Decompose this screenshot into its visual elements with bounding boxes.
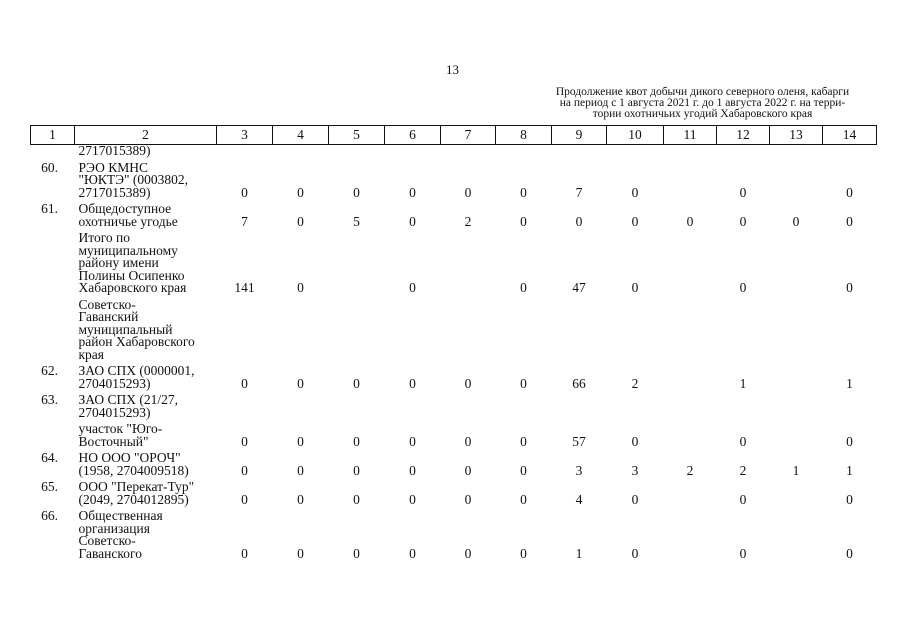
quota-value-col-4: 0 <box>297 491 304 507</box>
table-row <box>31 199 877 228</box>
quota-value-col-8: 0 <box>520 184 527 200</box>
quota-value-col-10: 0 <box>631 184 639 200</box>
name-line: Восточный" <box>78 433 149 449</box>
name-line: "ЮКТЭ" (0003802, <box>78 172 189 187</box>
hunting-ground-name <box>75 295 217 362</box>
quota-value-col-14: 1 <box>846 462 853 478</box>
quota-value-col-14 <box>823 295 877 362</box>
quota-value-col-7 <box>441 145 496 158</box>
quota-value-col-13: 0 <box>792 213 800 229</box>
column-header-3: 3 <box>217 126 273 145</box>
name-line: муниципальному <box>78 242 178 258</box>
quota-value-col-9: 7 <box>575 184 583 200</box>
quota-value-col-12 <box>717 295 770 362</box>
quota-value-col-13 <box>770 419 823 448</box>
name-line: Гаванского <box>78 545 142 561</box>
name-line: 2704015293) <box>78 375 151 391</box>
column-number-row <box>31 126 877 145</box>
quota-value-col-12: 0 <box>739 491 747 507</box>
page-number: 13 <box>446 62 459 77</box>
quota-value-col-8 <box>496 295 552 362</box>
name-line: Общественная <box>78 508 163 523</box>
quota-value-col-13 <box>770 295 823 362</box>
quota-value-col-11 <box>664 477 717 506</box>
table-row <box>31 361 877 390</box>
quota-value-col-5 <box>329 295 385 362</box>
quota-value-col-5: 0 <box>353 545 360 561</box>
quota-value-col-4: 0 <box>297 462 304 478</box>
quota-value-col-9 <box>552 145 607 158</box>
name-line: Общедоступное <box>78 201 172 216</box>
column-header-5: 5 <box>329 126 385 145</box>
quota-value-col-12: 0 <box>739 213 747 229</box>
caption-line-1: Продолжение квот добычи дикого северного оленя, кабарги <box>555 86 850 98</box>
hunting-ground-name <box>75 419 217 448</box>
name-line: район Хабаровского <box>78 334 195 349</box>
quota-value-col-11 <box>664 506 717 560</box>
hunting-ground-name <box>75 228 217 295</box>
name-line: Гаванский <box>78 309 139 324</box>
quota-value-col-10 <box>607 145 664 158</box>
quota-value-col-13 <box>770 390 823 419</box>
quota-value-col-12: 0 <box>739 545 747 561</box>
table-caption <box>520 87 885 120</box>
table-row <box>31 448 877 477</box>
quota-value-col-14: 0 <box>846 433 853 449</box>
quota-value-col-11: 2 <box>686 462 694 478</box>
quota-value-col-14: 0 <box>846 184 853 200</box>
table-row <box>31 419 877 448</box>
table-row <box>31 506 877 560</box>
quota-value-col-6: 0 <box>409 280 416 295</box>
quota-value-col-6: 0 <box>409 433 416 449</box>
name-line: муниципальный <box>78 321 173 337</box>
quota-value-col-4 <box>273 145 329 158</box>
name-line: ООО "Перекат-Тур" <box>78 479 195 494</box>
quota-value-col-6: 0 <box>409 375 416 391</box>
name-line: Итого по <box>78 230 131 245</box>
row-number: 62. <box>41 363 58 378</box>
quota-value-col-12: 1 <box>739 375 747 391</box>
quota-value-col-4: 0 <box>297 213 304 229</box>
quota-value-col-12: 0 <box>739 280 747 295</box>
name-line: Хабаровского края <box>78 280 187 295</box>
quota-value-col-12 <box>717 145 770 158</box>
table-row <box>31 158 877 200</box>
name-line: (1958, 2704009518) <box>78 462 189 478</box>
quota-value-col-8 <box>496 390 552 419</box>
quota-value-col-14: 0 <box>846 280 853 295</box>
row-number: 63. <box>41 392 58 407</box>
quota-value-col-14: 0 <box>846 545 853 561</box>
quota-value-col-5: 0 <box>353 433 360 449</box>
quota-value-col-8: 0 <box>520 375 527 391</box>
quota-value-col-10 <box>607 390 664 419</box>
quota-value-col-4: 0 <box>297 280 304 295</box>
quota-value-col-4: 0 <box>297 433 304 449</box>
quota-value-col-9 <box>552 390 607 419</box>
quota-table <box>30 125 877 560</box>
quota-value-col-7 <box>441 390 496 419</box>
row-number: 65. <box>41 479 58 494</box>
quota-value-col-10: 0 <box>631 433 639 449</box>
quota-value-col-13: 1 <box>792 462 800 478</box>
column-header-12: 12 <box>717 126 770 145</box>
quota-value-col-6 <box>385 390 441 419</box>
quota-value-col-7: 0 <box>464 184 472 200</box>
quota-value-col-14 <box>823 390 877 419</box>
quota-value-col-11: 0 <box>686 213 694 229</box>
quota-value-col-9: 1 <box>575 545 583 561</box>
quota-value-col-7: 0 <box>464 462 472 478</box>
row-number: 61. <box>41 201 58 216</box>
row-number <box>31 295 75 362</box>
quota-value-col-3: 7 <box>241 213 248 229</box>
quota-value-col-4: 0 <box>297 545 304 561</box>
quota-value-col-13 <box>770 506 823 560</box>
name-line: (2049, 2704012895) <box>78 491 189 507</box>
quota-value-col-5: 5 <box>353 213 360 229</box>
quota-value-col-6 <box>385 145 441 158</box>
quota-value-col-6 <box>385 295 441 362</box>
hunting-ground-name <box>75 390 217 419</box>
quota-value-col-5: 0 <box>353 375 360 391</box>
quota-value-col-10: 0 <box>631 280 639 295</box>
table-row <box>31 228 877 295</box>
quota-value-col-8: 0 <box>520 280 527 295</box>
quota-value-col-7: 0 <box>464 545 472 561</box>
quota-value-col-3: 0 <box>241 184 248 200</box>
row-number <box>31 228 75 295</box>
hunting-ground-name <box>75 199 217 228</box>
quota-value-col-9: 47 <box>572 280 586 295</box>
quota-value-col-5: 0 <box>353 462 360 478</box>
hunting-ground-name <box>75 506 217 560</box>
caption-line-2: на период с 1 августа 2021 г. до 1 августа 2022 г. на терри- <box>559 97 846 109</box>
quota-value-col-9 <box>552 295 607 362</box>
quota-value-col-8: 0 <box>520 545 527 561</box>
name-line: организация <box>78 520 150 536</box>
quota-value-col-7 <box>441 228 496 295</box>
quota-value-col-12 <box>717 390 770 419</box>
quota-value-col-6: 0 <box>409 545 416 561</box>
name-line: охотничье угодье <box>78 213 178 229</box>
name-line: ЗАО СПХ (21/27, <box>78 392 178 407</box>
quota-value-col-12: 2 <box>739 462 747 478</box>
quota-value-col-11 <box>664 390 717 419</box>
table-row <box>31 295 877 362</box>
quota-value-col-3 <box>217 390 273 419</box>
quota-value-col-10 <box>607 295 664 362</box>
name-line: РЭО КМНС <box>78 159 148 175</box>
row-number: 60. <box>41 159 58 175</box>
hunting-ground-name <box>75 145 217 158</box>
quota-value-col-9: 66 <box>572 375 586 391</box>
quota-value-col-6: 0 <box>409 491 416 507</box>
quota-value-col-3: 0 <box>241 462 248 478</box>
quota-value-col-7: 2 <box>464 213 472 229</box>
quota-value-col-8: 0 <box>520 213 527 229</box>
quota-value-col-10: 2 <box>631 375 639 391</box>
name-line: 2704015293) <box>78 404 151 420</box>
quota-value-col-7: 0 <box>464 375 472 391</box>
hunting-ground-name <box>75 448 217 477</box>
hunting-ground-name <box>75 158 217 200</box>
quota-value-col-9: 4 <box>575 491 583 507</box>
name-line: участок "Юго- <box>78 421 163 436</box>
quota-value-col-5: 0 <box>353 491 360 507</box>
quota-value-col-4 <box>273 390 329 419</box>
quota-value-col-11 <box>664 419 717 448</box>
quota-value-col-3 <box>217 295 273 362</box>
quota-value-col-3 <box>217 145 273 158</box>
quota-value-col-7: 0 <box>464 433 472 449</box>
quota-value-col-3: 0 <box>241 433 248 449</box>
name-line: Советско- <box>78 296 136 312</box>
quota-value-col-14 <box>823 145 877 158</box>
quota-value-col-11 <box>664 295 717 362</box>
quota-value-col-8 <box>496 145 552 158</box>
quota-value-col-8: 0 <box>520 491 527 507</box>
quota-value-col-5: 0 <box>353 184 360 200</box>
column-header-10: 10 <box>607 126 664 145</box>
quota-value-col-4: 0 <box>297 184 304 200</box>
name-line: 2717015389) <box>78 184 151 200</box>
name-line: Советско- <box>78 533 136 548</box>
name-line: ЗАО СПХ (0000001, <box>78 363 195 378</box>
quota-value-col-5 <box>329 145 385 158</box>
quota-value-col-13 <box>770 145 823 158</box>
table-row <box>31 390 877 419</box>
column-header-8: 8 <box>496 126 552 145</box>
quota-value-col-4: 0 <box>297 375 304 391</box>
row-number <box>31 419 75 448</box>
quota-value-col-6: 0 <box>409 184 416 200</box>
quota-value-col-3: 141 <box>234 280 255 295</box>
quota-value-col-11 <box>664 145 717 158</box>
caption-line-3: тории охотничьих угодий Хабаровского края <box>592 108 813 120</box>
name-line: району имени <box>78 255 159 270</box>
quota-value-col-13 <box>770 228 823 295</box>
quota-value-col-13 <box>770 158 823 200</box>
quota-value-col-10: 0 <box>631 213 639 229</box>
name-line: НО ООО "ОРОЧ" <box>78 450 181 465</box>
column-header-9: 9 <box>552 126 607 145</box>
quota-value-col-12: 0 <box>739 184 747 200</box>
quota-value-col-13 <box>770 361 823 390</box>
quota-value-col-3: 0 <box>241 491 248 507</box>
quota-value-col-5 <box>329 228 385 295</box>
table-row <box>31 145 877 158</box>
quota-value-col-8: 0 <box>520 433 527 449</box>
name-line: Полины Осипенко <box>78 267 185 283</box>
column-header-2: 2 <box>75 126 217 145</box>
name-line: 2717015389) <box>78 143 151 158</box>
quota-value-col-6: 0 <box>409 213 416 229</box>
column-header-4: 4 <box>273 126 329 145</box>
quota-value-col-11 <box>664 158 717 200</box>
quota-value-col-5 <box>329 390 385 419</box>
quota-value-col-12: 0 <box>739 433 747 449</box>
quota-value-col-3: 0 <box>241 375 248 391</box>
column-header-1: 1 <box>31 126 75 145</box>
quota-value-col-14: 0 <box>846 491 853 507</box>
quota-value-col-6: 0 <box>409 462 416 478</box>
quota-value-col-9: 3 <box>575 462 583 478</box>
quota-value-col-13 <box>770 477 823 506</box>
column-header-13: 13 <box>770 126 823 145</box>
name-line: края <box>78 346 105 362</box>
quota-value-col-11 <box>664 361 717 390</box>
row-number <box>31 145 75 158</box>
quota-value-col-4 <box>273 295 329 362</box>
quota-value-col-9: 57 <box>572 433 586 449</box>
column-header-6: 6 <box>385 126 441 145</box>
quota-value-col-8: 0 <box>520 462 527 478</box>
row-number: 66. <box>41 508 58 523</box>
hunting-ground-name <box>75 361 217 390</box>
quota-value-col-14: 0 <box>846 213 853 229</box>
quota-value-col-14: 1 <box>846 375 853 391</box>
quota-value-col-9: 0 <box>575 213 583 229</box>
quota-value-col-3: 0 <box>241 545 248 561</box>
quota-value-col-10: 3 <box>631 462 639 478</box>
quota-value-col-7: 0 <box>464 491 472 507</box>
table-row <box>31 477 877 506</box>
column-header-14: 14 <box>823 126 877 145</box>
column-header-11: 11 <box>664 126 717 145</box>
column-header-7: 7 <box>441 126 496 145</box>
quota-value-col-10: 0 <box>631 491 639 507</box>
quota-value-col-10: 0 <box>631 545 639 561</box>
hunting-ground-name <box>75 477 217 506</box>
quota-value-col-7 <box>441 295 496 362</box>
row-number: 64. <box>41 450 58 465</box>
quota-value-col-11 <box>664 228 717 295</box>
